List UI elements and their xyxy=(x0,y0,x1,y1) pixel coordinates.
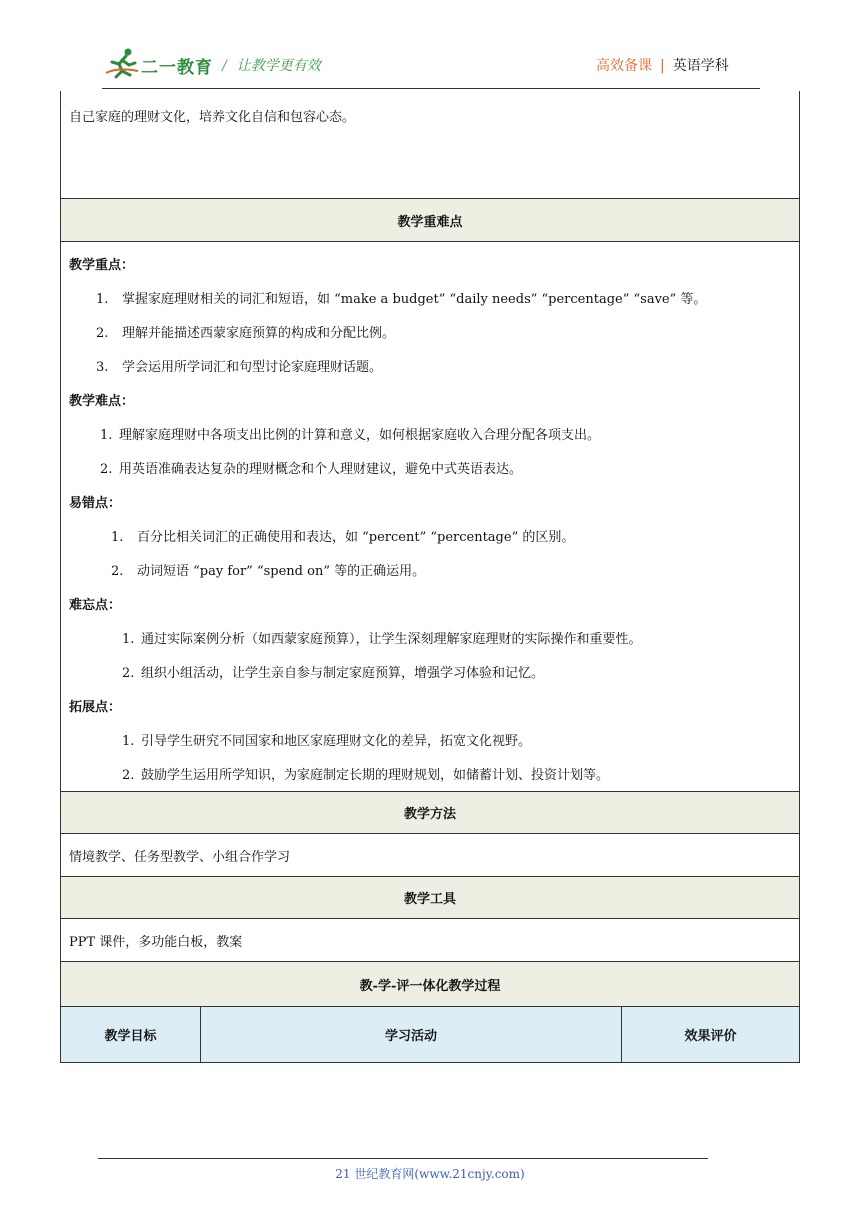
item-number: 2. xyxy=(96,326,109,341)
extension-label: 拓展点： xyxy=(69,700,122,715)
tools-heading: 教学工具 xyxy=(61,877,799,919)
item-text: 掌握家庭理财相关的词汇和短语，如 “make a budget” “daily needs” “percentage” “save” 等。 xyxy=(122,292,707,307)
memory-item xyxy=(69,664,799,698)
column-evaluation: 效果评价 xyxy=(684,1029,737,1044)
methods-heading: 教学方法 xyxy=(61,792,799,834)
item-number: 3. xyxy=(96,360,109,375)
key-points-heading: 教学重难点 xyxy=(61,199,799,242)
item-number: 2. xyxy=(100,462,113,477)
tools-content: PPT 课件，多功能白板，教案 xyxy=(61,919,799,962)
item-number: 1. xyxy=(111,530,124,545)
item-text: 动词短语 “pay for” “spend on” 等的正确运用。 xyxy=(137,564,426,579)
methods-content: 情境教学、任务型教学、小组合作学习 xyxy=(61,834,799,877)
item-text: 学会运用所学词汇和句型讨论家庭理财话题。 xyxy=(122,360,383,375)
focus-item xyxy=(69,290,799,324)
key-points-body xyxy=(61,242,799,792)
memory-label: 难忘点： xyxy=(69,598,122,613)
slogan-separator: / xyxy=(222,58,227,74)
brand-name: 二一教育 xyxy=(141,58,213,78)
intro-cell: 自己家庭的理财文化，培养文化自信和包容心态。 xyxy=(61,91,799,199)
item-text: 鼓励学生运用所学知识，为家庭制定长期的理财规划，如储蓄计划、投资计划等。 xyxy=(141,768,610,783)
footer-rule xyxy=(98,1158,708,1159)
page-header xyxy=(0,0,860,92)
focus-label: 教学重点： xyxy=(69,258,135,273)
item-text: 引导学生研究不同国家和地区家庭理财文化的差异，拓宽文化视野。 xyxy=(141,734,532,749)
header-rule xyxy=(102,88,760,89)
item-text: 百分比相关词汇的正确使用和表达，如 “percent” “percentage” 的区别。 xyxy=(137,530,575,545)
extension-item xyxy=(69,766,799,800)
item-text: 理解家庭理财中各项支出比例的计算和意义，如何根据家庭收入合理分配各项支出。 xyxy=(119,428,601,443)
item-number: 1. xyxy=(122,734,135,749)
item-text: 通过实际案例分析（如西蒙家庭预算），让学生深刻理解家庭理财的实际操作和重要性。 xyxy=(141,632,642,647)
column-objectives: 教学目标 xyxy=(61,1007,201,1062)
focus-item xyxy=(69,358,799,392)
item-number: 2. xyxy=(111,564,124,579)
subject-tag: 英语学科 xyxy=(672,58,729,74)
error-item xyxy=(69,528,799,562)
process-column-headers xyxy=(61,1007,799,1063)
error-item xyxy=(69,562,799,596)
item-number: 1. xyxy=(96,292,109,307)
difficulty-item xyxy=(69,460,799,494)
slogan xyxy=(222,55,321,75)
errors-label: 易错点： xyxy=(69,496,122,511)
slogan-text: 让教学更有效 xyxy=(236,58,321,74)
extension-item xyxy=(69,732,799,766)
memory-item xyxy=(69,630,799,664)
difficulty-label: 教学难点： xyxy=(69,394,135,409)
course-tag: 高效备课 xyxy=(596,58,652,74)
running-man-logo-icon xyxy=(104,47,140,79)
column-activities: 学习活动 xyxy=(201,1007,622,1062)
item-number: 2. xyxy=(122,768,135,783)
header-divider: | xyxy=(660,58,665,74)
item-number: 1. xyxy=(122,632,135,647)
difficulty-item xyxy=(69,426,799,460)
item-text: 理解并能描述西蒙家庭预算的构成和分配比例。 xyxy=(122,326,396,341)
item-number: 1. xyxy=(100,428,113,443)
focus-item xyxy=(69,324,799,358)
process-heading: 教-学-评一体化教学过程 xyxy=(61,962,799,1007)
header-tags xyxy=(596,55,729,75)
footer-source: 21 世纪教育网(www.21cnjy.com) xyxy=(335,1167,525,1181)
item-text: 用英语准确表达复杂的理财概念和个人理财建议，避免中式英语表达。 xyxy=(119,462,523,477)
item-number: 2. xyxy=(122,666,135,681)
lesson-plan-table xyxy=(60,91,800,1063)
item-text: 组织小组活动，让学生亲自参与制定家庭预算，增强学习体验和记忆。 xyxy=(141,666,545,681)
